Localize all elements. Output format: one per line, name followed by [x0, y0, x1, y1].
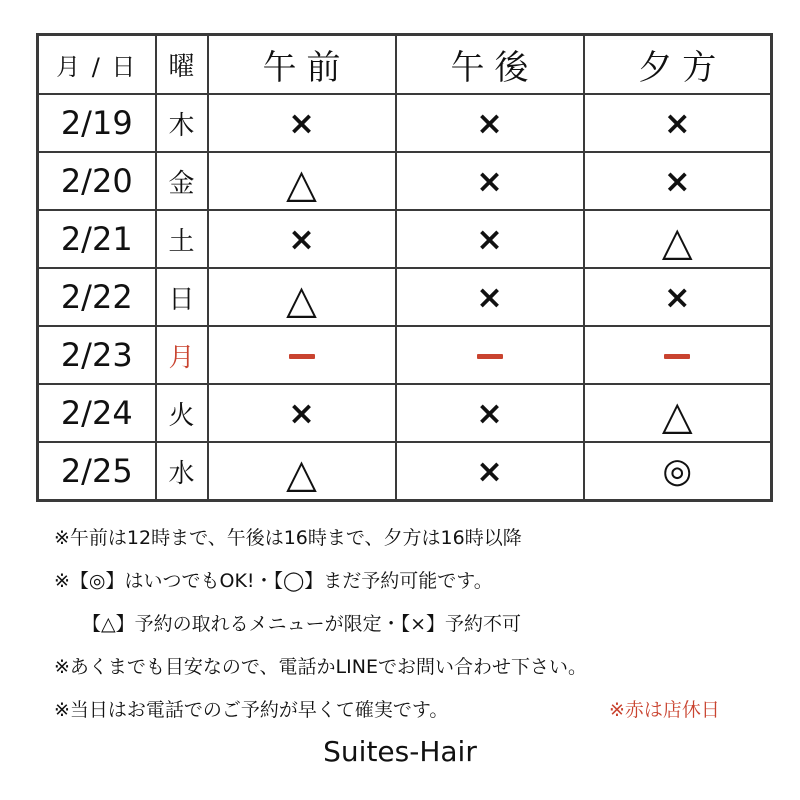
unavailable-mark: × [663, 104, 691, 142]
row-weekday: 金 [156, 152, 208, 210]
slot-afternoon [396, 210, 584, 268]
closed-dash-mark [664, 354, 690, 359]
slot-morning [208, 384, 396, 442]
schedule-table [36, 33, 773, 502]
unavailable-mark: × [476, 452, 503, 490]
unavailable-mark: × [476, 394, 503, 432]
table-row [38, 210, 772, 268]
row-weekday: 水 [156, 442, 208, 501]
unavailable-mark: × [288, 220, 315, 258]
row-date: 2/20 [38, 152, 156, 210]
slot-afternoon [396, 268, 584, 326]
slot-afternoon [396, 94, 584, 152]
row-weekday: 土 [156, 210, 208, 268]
header-row [38, 35, 772, 95]
header-date: 月 / 日 [38, 35, 156, 95]
slot-afternoon [396, 152, 584, 210]
note-hours: ※午前は12時まで、午後は16時まで、夕方は16時以降 [54, 527, 522, 549]
unavailable-mark: × [663, 162, 691, 200]
unavailable-mark: × [288, 104, 315, 142]
brand-name: Suites-Hair [323, 735, 477, 768]
table-row [38, 326, 772, 384]
limited-mark: △ [286, 161, 317, 207]
row-weekday: 木 [156, 94, 208, 152]
row-weekday: 月 [156, 326, 208, 384]
unavailable-mark: × [476, 104, 503, 142]
limited-mark: △ [286, 277, 317, 323]
limited-mark: △ [286, 451, 317, 497]
table-row [38, 442, 772, 501]
slot-morning [208, 268, 396, 326]
unavailable-mark: × [663, 278, 691, 316]
header-weekday: 曜 [156, 35, 208, 95]
table-row [38, 152, 772, 210]
available-mark: ◎ [662, 451, 693, 491]
row-date: 2/19 [38, 94, 156, 152]
limited-mark: △ [661, 393, 693, 439]
table-row [38, 94, 772, 152]
row-weekday: 火 [156, 384, 208, 442]
table-row [38, 268, 772, 326]
slot-morning [208, 210, 396, 268]
slot-evening [584, 210, 772, 268]
slot-evening [584, 442, 772, 501]
row-date: 2/24 [38, 384, 156, 442]
note-holiday-legend: ※赤は店休日 [609, 699, 720, 721]
closed-dash-mark [477, 354, 503, 359]
row-date: 2/22 [38, 268, 156, 326]
row-date: 2/23 [38, 326, 156, 384]
slot-morning [208, 326, 396, 384]
slot-evening [584, 326, 772, 384]
header-evening: 夕方 [584, 35, 772, 95]
slot-morning [208, 442, 396, 501]
row-weekday: 日 [156, 268, 208, 326]
row-date: 2/21 [38, 210, 156, 268]
slot-evening [584, 268, 772, 326]
note-contact: ※あくまでも目安なので、電話かLINEでお問い合わせ下さい。 [54, 656, 587, 678]
unavailable-mark: × [476, 220, 503, 258]
slot-evening [584, 94, 772, 152]
slot-afternoon [396, 442, 584, 501]
slot-afternoon [396, 326, 584, 384]
slot-morning [208, 152, 396, 210]
slot-afternoon [396, 384, 584, 442]
note-legend-1: ※【◎】はいつでもOK!・【◯】まだ予約可能です。 [54, 570, 493, 592]
closed-dash-mark [289, 354, 315, 359]
slot-morning [208, 94, 396, 152]
unavailable-mark: × [476, 278, 503, 316]
header-afternoon: 午後 [396, 35, 584, 95]
limited-mark: △ [661, 219, 693, 265]
note-same-day: ※当日はお電話でのご予約が早くて確実です。 [54, 699, 449, 721]
unavailable-mark: × [476, 162, 503, 200]
slot-evening [584, 384, 772, 442]
header-morning: 午前 [208, 35, 396, 95]
table-row [38, 384, 772, 442]
note-legend-2: 【△】予約の取れるメニューが限定・【×】予約不可 [82, 613, 522, 635]
row-date: 2/25 [38, 442, 156, 501]
unavailable-mark: × [288, 394, 315, 432]
slot-evening [584, 152, 772, 210]
